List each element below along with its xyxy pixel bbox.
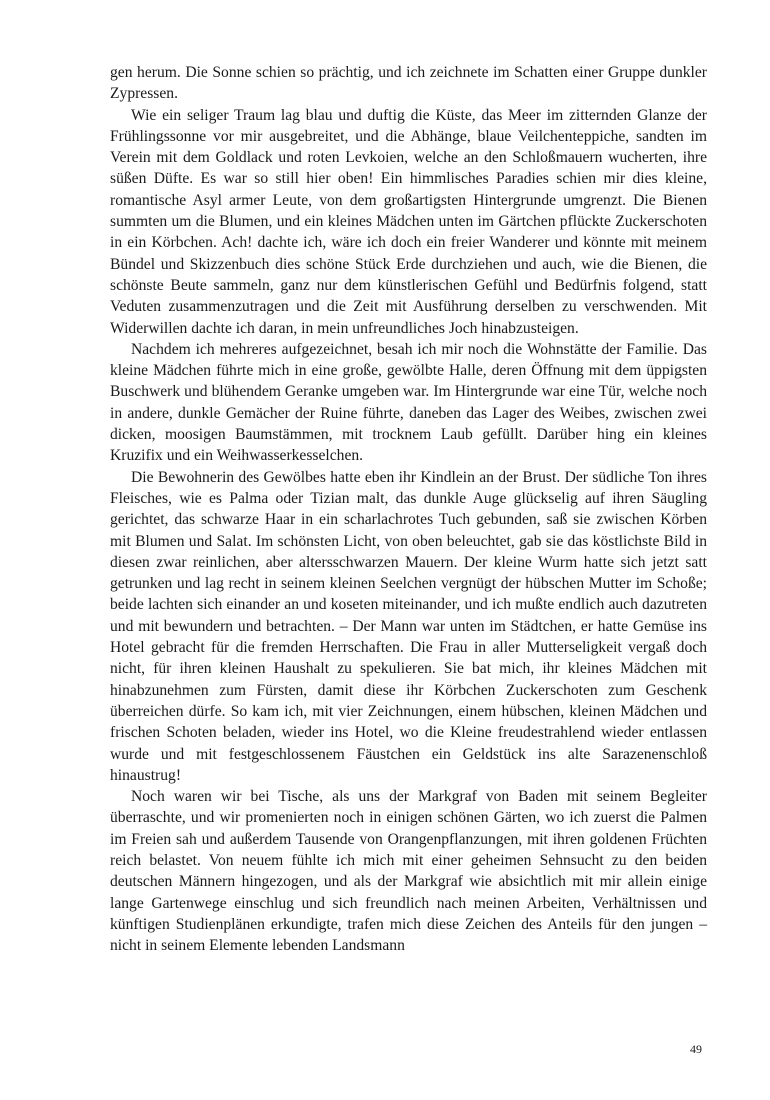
paragraph-dwelling: Nachdem ich mehreres aufgezeichnet, besah ich mir noch die Wohnstätte der Familie. Das kleine Mädchen führte mich in eine große, gewölbte Halle, deren Öffnung mit dem üppigsten Buschwerk und blühendem Geranke umgeben war. Im Hintergrunde war eine Tür, welche noch in andere, dunkle Gemächer der Ruine führte, daneben das Lager des Weibes, zwischen zwei dicken, moosigen Baumstämmen, mit trocknem Laub gefüllt. Darüber hing ein kleines Kruzifix und ein Weihwasserkesselchen. — [110, 340, 707, 465]
paragraph-coast-description: Wie ein seliger Traum lag blau und duftig die Küste, das Meer im zitternden Glanze der Frühlingssonne vor mir ausgebreitet, und die Abhänge, blaue Veilchenteppiche, sandten im Verein mit dem Goldlack und roten Levkoien, welche an den Schloßmauern wucherten, ihre süßen Düfte. Es war so still hier oben! Ein himmlisches Paradies schien mir dies kleine, romantische Asyl armer Leute, von dem großartigsten Hintergrunde umgrenzt. Die Bienen summten um die Blumen, und ein kleines Mädchen unten im Gärtchen pflückte Zuckerschoten in ein Körbchen. Ach! dachte ich, wäre ich doch ein freier Wanderer und könnte mit meinem Bündel und Skizzenbuch dies schöne Stück Erde durchziehen und auch, wie die Bienen, die schönste Beute sammeln, ganz nur dem künstlerischen Gefühl und Bedürfnis folgend, statt Veduten zusammenzutragen und die Zeit mit Ausführung derselben zu verschwenden. Mit Widerwillen dachte ich daran, in mein unfreundliches Joch hinabzusteigen. — [110, 106, 707, 337]
paragraph-continuation: gen herum. Die Sonne schien so prächtig, und ich zeichnete im Schatten einer Gruppe dunkler Zypressen. — [110, 64, 707, 103]
body-text — [110, 62, 707, 956]
paragraph-margrave: Noch waren wir bei Tische, als uns der Markgraf von Baden mit seinem Begleiter überraschte, und wir promenierten noch in einigen schönen Gärten, wo ich zuerst die Palmen im Freien sah und außerdem Tausende von Orangenpflanzungen, mit ihren goldenen Früchten reich belastet. Von neuem fühlte ich mich mit einer geheimen Sehnsucht zu den beiden deutschen Männern hingezogen, und als der Markgraf wie absichtlich mit mir allein einige lange Gartenwege einschlug und sich freundlich nach meinen Arbeiten, Verhältnissen und künftigen Studienplänen erkundigte, trafen mich diese Zeichen des Anteils für den jungen – nicht in seinem Elemente lebenden Landsmann — [110, 788, 707, 955]
paragraph-mother-child: Die Bewohnerin des Gewölbes hatte eben ihr Kindlein an der Brust. Der südliche Ton ihres Fleisches, wie es Palma oder Tizian malt, das dunkle Auge glückselig auf ihren Säugling gerichtet, das schwarze Haar in ein scharlachrotes Tuch gebunden, saß sie zwischen Körben mit Blumen und Salat. Im schönsten Licht, von oben beleuchtet, gab sie das köstlichste Bild in diesen zwar reinlichen, aber altersschwarzen Mauern. Der kleine Wurm hatte sich jetzt satt getrunken und lag recht in seinem kleinen Seelchen vergnügt der hübschen Mutter im Schoße; beide lachten sich einander an und koseten miteinander, und ich mußte endlich auch dazutreten und mit bewundern und betrachten. – Der Mann war unten im Städtchen, er hatte Gemüse ins Hotel gebracht für die fremden Herrschaften. Die Frau in aller Mutterseligkeit vergaß doch nicht, für ihren kleinen Haushalt zu spekulieren. Sie bat mich, ihr kleines Mädchen mit hinabzunehmen zum Fürsten, damit diese ihr Körbchen Zuckerschoten zum Geschenk überreichen dürfe. So kam ich, mit vier Zeichnungen, einem hübschen, kleinen Mädchen und frischen Schoten beladen, wieder ins Hotel, wo die Kleine freudestrahlend wieder entlassen wurde und mit festgeschlossenem Fäustchen ein Geldstück ins alte Sarazenenschloß hinaustrug! — [110, 468, 707, 784]
page-number: 49 — [690, 1042, 702, 1056]
